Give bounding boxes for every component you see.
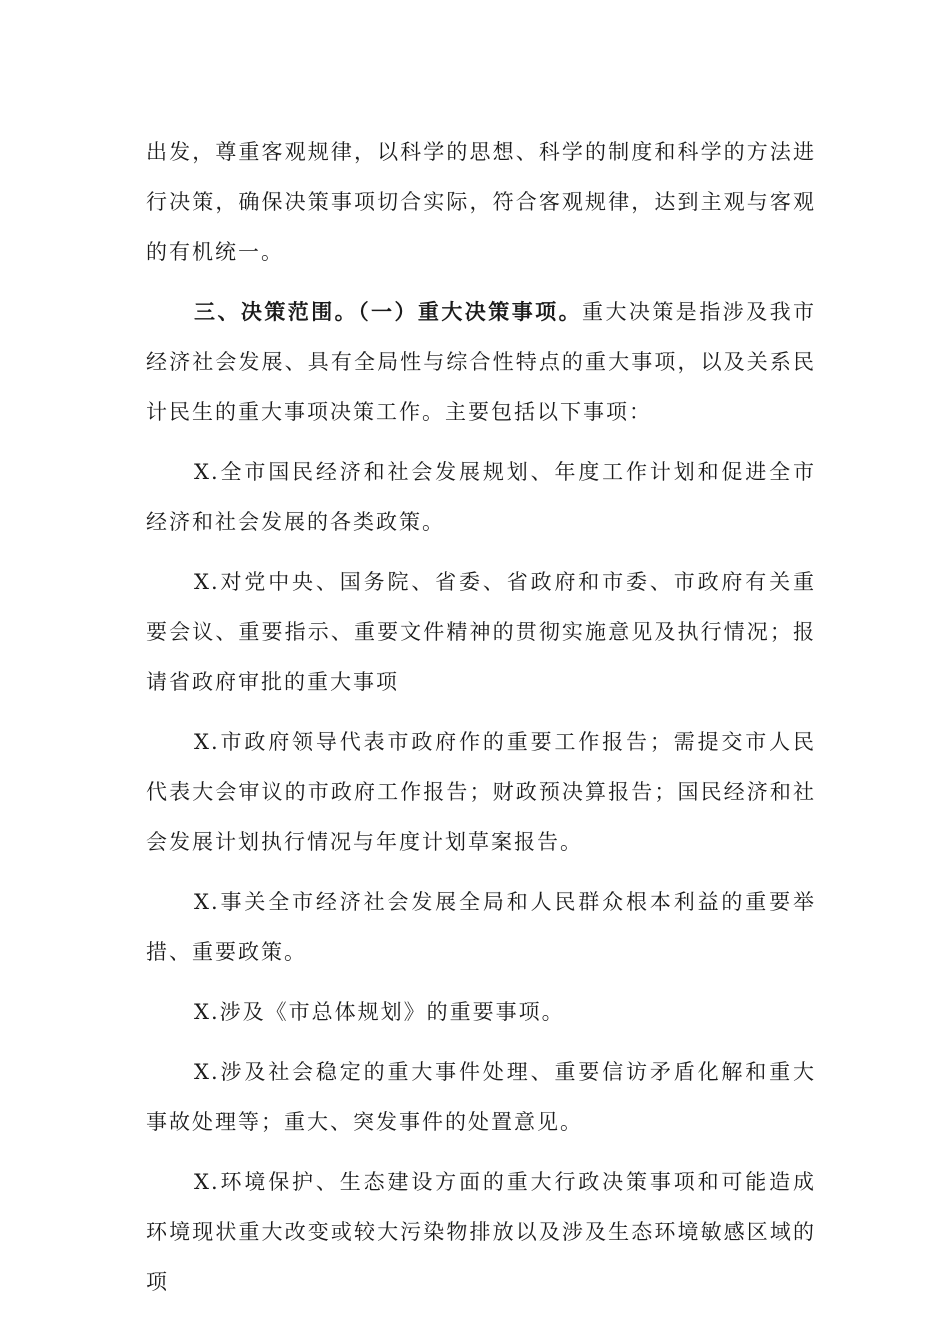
list-item: X.全市国民经济和社会发展规划、年度工作计划和促进全市经济和社会发展的各类政策。 [146,460,816,534]
list-item: X.涉及《市总体规划》的重要事项。 [194,1000,565,1024]
list-item: X.事关全市经济社会发展全局和人民群众根本利益的重要举措、重要政策。 [146,890,816,964]
document-body [146,127,816,1317]
section-heading: 三、决策范围。（一）重大决策事项。 [194,300,583,324]
paragraph-text: 重大决策是指涉及我市经济社会发展、具有全局性与综合性特点的重大事项，以及关系民计民生的重大事项决策工作。主要包括以下事项： [146,300,817,424]
list-item: X.涉及社会稳定的重大事件处理、重要信访矛盾化解和重大事故处理等；重大、突发事件的处置意见。 [146,1060,816,1134]
list-item: X.市政府领导代表市政府作的重要工作报告；需提交市人民代表大会审议的市政府工作报告；财政预决算报告；国民经济和社会发展计划执行情况与年度计划草案报告。 [146,730,816,854]
list-item: X.环境保护、生态建设方面的重大行政决策事项和可能造成环境现状重大改变或较大污染物排放以及涉及生态环境敏感区域的项 [146,1170,816,1294]
paragraph-decision-scope [146,287,816,437]
paragraph-continuation: 出发，尊重客观规律，以科学的思想、科学的制度和科学的方法进行决策，确保决策事项切合实际，符合客观规律，达到主观与客观的有机统一。 [146,140,816,264]
list-item: X.对党中央、国务院、省委、省政府和市委、市政府有关重要会议、重要指示、重要文件精神的贯彻实施意见及执行情况；报请省政府审批的重大事项 [146,570,816,694]
